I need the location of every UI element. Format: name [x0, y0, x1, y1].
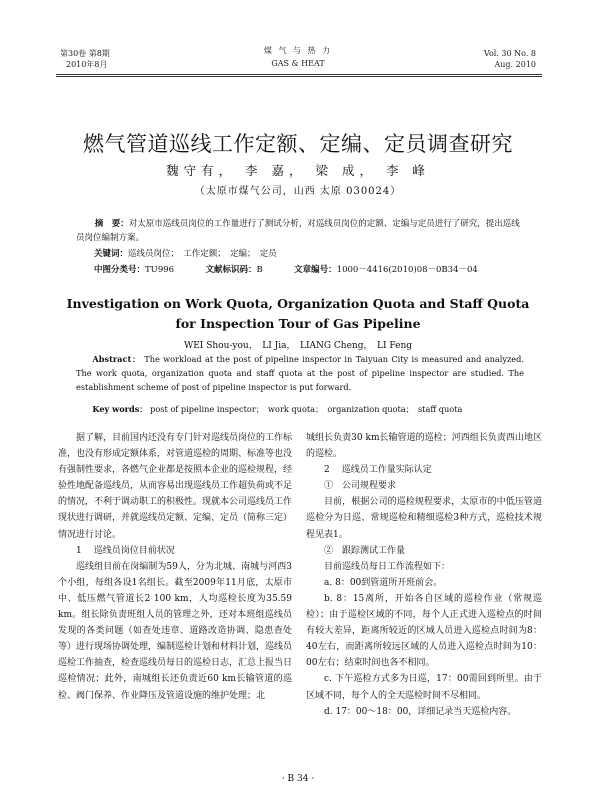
abstract-cn-label: 摘 要：	[94, 219, 129, 229]
authors-cn: 魏守有， 李 嘉， 梁 成， 李 峰	[166, 163, 430, 178]
section-2-title: 巡线员工作量实际认定	[341, 465, 432, 476]
keywords-cn-text: 巡线员岗位； 工作定额； 定编； 定员	[128, 249, 277, 259]
body-paragraph: 目前，根据公司的巡检规程要求，太原市的中低压管道巡检分为日巡、常规巡检和精细巡检3种方式，巡检技术规程见表1。	[306, 497, 542, 540]
journal-date-en: Aug. 2010	[494, 60, 536, 69]
clc-value: TU996	[145, 265, 175, 275]
journal-volume-issue: 第30卷 第8期	[60, 49, 110, 58]
section-1-title: 巡线员岗位目前状况	[93, 545, 175, 556]
body-paragraph: 城组长负责30 km长输管道的巡检；河西组长负责西山地区的巡检。	[306, 433, 542, 460]
keywords-en	[76, 402, 524, 416]
keywords-en-label: Key words：	[92, 404, 148, 414]
header-rule	[56, 74, 542, 75]
article-number-value: 1000－4416(2010)08－0B34－04	[336, 265, 478, 275]
authors-en: WEI Shou-you， LI Jia， LIANG Cheng， LI Feng	[183, 341, 413, 351]
header-rule-2	[56, 76, 542, 77]
clc-label: 中图分类号：	[94, 265, 146, 275]
paper-title-en-line2: for Inspection Tour of Gas Pipeline	[175, 316, 421, 331]
body-paragraph: 据了解，目前国内还没有专门针对巡线员岗位的工作标准，也没有形成定额体系，对管道巡检的周期、标准等也没有强制性要求，各燃气企业都是按照本企业的巡检规程，经验性地配备巡线员，从而容易出现巡线员工作超负荷或不足的情况，不利于调动职工的积极性。现就本公司巡线员工作现状进行调研，并就巡线员定额、定编、定员（简称三定）情况进行讨论。	[58, 433, 293, 540]
section-1-number: 1	[76, 545, 82, 556]
page-number: · B 34 ·	[281, 774, 315, 784]
abstract-en-text: The workload at the post of pipeline inspector in Taiyuan City is measured and analyzed. The work quota, organization quota and staff quota at the post of pipeline inspector are studied. The establishment scheme of post of pipeline inspector is put forward.	[76, 354, 524, 392]
abstract-en-label: Abstract：	[92, 354, 141, 364]
journal-date: 2010年8月	[66, 60, 108, 69]
section-2-number: 2	[324, 465, 330, 476]
list-item-d: d. 17：00～18：00，详细记录当天巡检内容。	[324, 706, 517, 717]
paper-title-cn: 燃气管道巡线工作定额、定编、定员调查研究	[83, 132, 513, 156]
section-2-heading	[306, 462, 542, 478]
paper-title-en	[0, 294, 596, 334]
list-item-b: b. 8：15离所，开始各自区域的巡检作业（常规巡检）；由于巡检区域的不同，每个人正式进入巡检点的时间有较大差异，距离所较近的区域人员进入巡检点时间为8：40左右，而距离所较远区域的人员进入巡检点时间为10：00左右；结束时间也各不相同。	[306, 593, 542, 669]
list-item-c: c. 下午巡检方式多为日巡，17：00需回到所里。由于区域不同，每个人的全天巡检时间不尽相同。	[306, 674, 542, 701]
keywords-en-text: post of pipeline inspector； work quota； organization quota； staff quota	[150, 404, 463, 414]
subsection-heading: ① 公司规程要求	[324, 481, 397, 492]
article-number-label: 文章编号：	[294, 265, 337, 275]
journal-volume-en: Vol. 30 No. 8	[483, 49, 536, 58]
abstract-en	[76, 352, 524, 394]
keywords-cn-label: 关键词：	[94, 249, 129, 259]
body-paragraph: 目前巡线员每日工作流程如下：	[324, 561, 451, 572]
journal-name-en: GAS & HEAT	[271, 59, 325, 68]
keywords-cn	[94, 248, 524, 262]
body-left-column	[58, 430, 292, 704]
section-1-heading	[58, 543, 292, 559]
affiliation-cn: （太原市煤气公司，山西 太原 030024）	[194, 186, 402, 197]
paper-title-en-line1: Investigation on Work Quota, Organization Quota and Staff Quota	[66, 296, 530, 311]
subsection-heading: ② 跟踪测试工作量	[324, 545, 406, 556]
doc-code-label: 文献标识码：	[205, 265, 257, 275]
classification-info	[94, 264, 534, 278]
doc-code-value: B	[256, 265, 263, 275]
abstract-cn	[76, 218, 524, 245]
list-item-a: a. 8：00到管道所开班前会。	[324, 577, 443, 588]
abstract-cn-text: 对太原市巡线员岗位的工作量进行了测试分析，对巡线员岗位的定额、定编与定员进行了研究，提出巡线员岗位编制方案。	[76, 219, 520, 243]
body-paragraph: 巡线组目前在岗编制为59人，分为北城、南城与河西3个小组，每组各设1名组长。截至2009年11月底，太原市中、低压燃气管道长2 100 km，人均巡检长度为35.59 km。组长除负责班组人员的管理之外，还对本班组巡线员发现的各类问题（如查处违章、道路改造协调、隐患查处等）进行现场协调处理，编制巡检计划和材料计划，巡线员巡检工作抽查，检查巡线员每日的巡检日志，汇总上报当日巡检情况；此外，南城组长还负责近60 km长输管道的巡检、阀门保养、作业降压及管道设施的维护处理；北	[58, 561, 293, 701]
journal-name: 煤 气 与 热 力	[263, 46, 333, 55]
body-right-column	[306, 430, 542, 720]
